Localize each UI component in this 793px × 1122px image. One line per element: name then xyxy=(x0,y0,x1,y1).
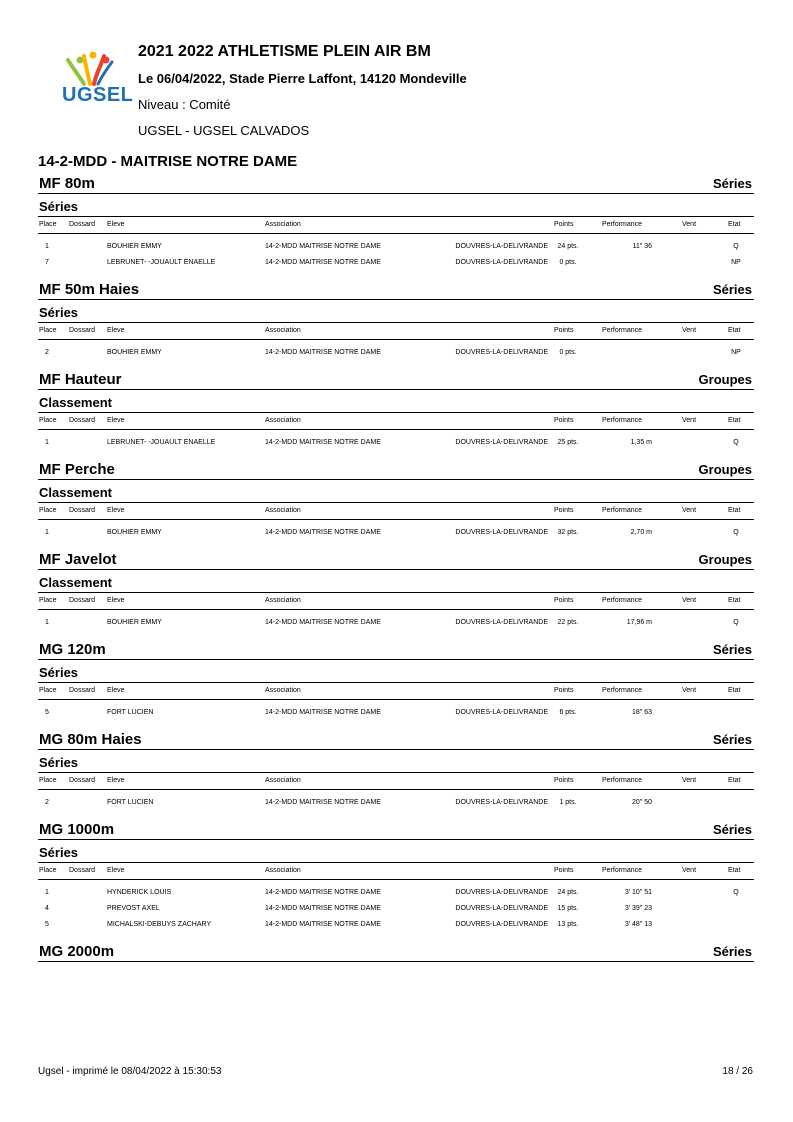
column-header-dossard: Dossard xyxy=(69,687,96,694)
column-headers xyxy=(38,593,754,610)
round-label: Séries xyxy=(39,665,79,680)
spacer xyxy=(38,451,754,459)
column-header-eleve: Eleve xyxy=(107,687,125,694)
column-header-points: Points xyxy=(554,327,574,334)
table-row xyxy=(38,917,754,933)
column-header-vent: Vent xyxy=(682,867,697,874)
event-name: MG 1000m xyxy=(39,821,115,838)
round-label: Séries xyxy=(39,305,79,320)
cell-points: 24 pts. xyxy=(557,243,579,250)
cell-place: 1 xyxy=(45,439,49,446)
column-header-etat: Etat xyxy=(728,221,741,228)
column-header-dossard: Dossard xyxy=(69,597,96,604)
spacer xyxy=(38,721,754,729)
round-label: Séries xyxy=(39,845,79,860)
column-header-place: Place xyxy=(39,327,57,334)
event-section xyxy=(38,173,754,279)
column-header-performance: Performance xyxy=(602,221,643,228)
cell-city: DOUVRES-LA-DELIVRANDE xyxy=(455,709,548,716)
cell-points: 6 pts. xyxy=(559,709,577,716)
column-header-points: Points xyxy=(554,221,574,228)
cell-place: 2 xyxy=(45,349,49,356)
cell-place: 5 xyxy=(45,709,49,716)
spacer xyxy=(38,541,754,549)
event-section xyxy=(38,549,754,639)
cell-city: DOUVRES-LA-DELIVRANDE xyxy=(455,349,548,356)
round-header xyxy=(38,480,754,503)
cell-association: 14-2-MDD MAITRISE NOTRE DAME xyxy=(265,439,381,446)
cell-performance: 2,70 m xyxy=(630,529,652,536)
cell-association: 14-2-MDD MAITRISE NOTRE DAME xyxy=(265,799,381,806)
column-header-place: Place xyxy=(39,507,57,514)
round-label: Classement xyxy=(39,395,112,410)
cell-etat: Q xyxy=(733,243,739,250)
column-header-vent: Vent xyxy=(682,327,697,334)
club-name: 14-2-MDD - MAITRISE NOTRE DAME xyxy=(38,153,298,170)
cell-eleve: PREVOST AXEL xyxy=(107,905,160,912)
column-header-performance: Performance xyxy=(602,327,643,334)
column-header-place: Place xyxy=(39,597,57,604)
spacer xyxy=(38,271,754,279)
cell-performance: 1,35 m xyxy=(630,439,652,446)
column-header-performance: Performance xyxy=(602,417,643,424)
column-header-association: Association xyxy=(265,687,301,694)
event-name: MG 80m Haies xyxy=(39,731,142,748)
event-section xyxy=(38,941,754,962)
organization: UGSEL - UGSEL CALVADOS xyxy=(138,123,310,138)
column-header-vent: Vent xyxy=(682,597,697,604)
event-type: Séries xyxy=(712,176,752,191)
round-header xyxy=(38,570,754,593)
column-headers xyxy=(38,413,754,430)
column-header-etat: Etat xyxy=(728,327,741,334)
cell-place: 1 xyxy=(45,529,49,536)
event-header xyxy=(38,173,754,194)
spacer xyxy=(38,361,754,369)
event-type: Séries xyxy=(712,822,752,837)
event-header xyxy=(38,369,754,390)
column-header-etat: Etat xyxy=(728,777,741,784)
event-type: Groupes xyxy=(698,462,752,477)
event-section xyxy=(38,279,754,369)
event-type: Séries xyxy=(712,642,752,657)
cell-eleve: MICHALSKI-DEBUYS ZACHARY xyxy=(107,921,212,928)
column-header-place: Place xyxy=(39,417,57,424)
cell-performance: 3' 10" 51 xyxy=(624,889,652,896)
column-header-dossard: Dossard xyxy=(69,221,96,228)
cell-performance: 3' 48" 13 xyxy=(624,921,652,928)
column-header-dossard: Dossard xyxy=(69,867,96,874)
event-section xyxy=(38,369,754,459)
column-header-eleve: Eleve xyxy=(107,507,125,514)
event-section xyxy=(38,459,754,549)
column-headers xyxy=(38,217,754,234)
cell-place: 2 xyxy=(45,799,49,806)
column-header-eleve: Eleve xyxy=(107,221,125,228)
column-header-eleve: Eleve xyxy=(107,777,125,784)
column-header-association: Association xyxy=(265,327,301,334)
cell-city: DOUVRES-LA-DELIVRANDE xyxy=(455,529,548,536)
cell-place: 5 xyxy=(45,921,49,928)
event-header xyxy=(38,729,754,750)
round-header xyxy=(38,300,754,323)
round-label: Classement xyxy=(39,485,112,500)
cell-points: 0 pts. xyxy=(559,259,577,266)
event-date-location: Le 06/04/2022, Stade Pierre Laffont, 14120 Mondeville xyxy=(138,71,467,86)
column-header-performance: Performance xyxy=(602,687,643,694)
cell-eleve: FORT LUCIEN xyxy=(107,709,154,716)
table-row xyxy=(38,525,754,541)
cell-eleve: BOUHIER EMMY xyxy=(107,349,162,356)
column-header-performance: Performance xyxy=(602,507,643,514)
event-section xyxy=(38,729,754,819)
column-header-etat: Etat xyxy=(728,597,741,604)
ugsel-logo xyxy=(58,48,134,108)
event-name: MG 2000m xyxy=(39,943,115,960)
cell-performance: 3' 39" 23 xyxy=(624,905,652,912)
cell-performance: 17,96 m xyxy=(626,619,652,626)
column-header-performance: Performance xyxy=(602,597,643,604)
event-name: MF 50m Haies xyxy=(39,281,140,298)
column-header-vent: Vent xyxy=(682,417,697,424)
cell-eleve: BOUHIER EMMY xyxy=(107,243,162,250)
column-headers xyxy=(38,323,754,340)
cell-association: 14-2-MDD MAITRISE NOTRE DAME xyxy=(265,243,381,250)
cell-city: DOUVRES-LA-DELIVRANDE xyxy=(455,243,548,250)
cell-performance: 18" 63 xyxy=(631,709,652,716)
round-header xyxy=(38,390,754,413)
cell-association: 14-2-MDD MAITRISE NOTRE DAME xyxy=(265,259,381,266)
cell-points: 1 pts. xyxy=(559,799,577,806)
logo-text: UGSEL xyxy=(62,84,134,106)
event-header xyxy=(38,941,754,962)
cell-association: 14-2-MDD MAITRISE NOTRE DAME xyxy=(265,921,381,928)
round-header xyxy=(38,840,754,863)
table-row xyxy=(38,615,754,631)
column-header-association: Association xyxy=(265,507,301,514)
cell-etat: NP xyxy=(731,349,741,356)
event-name: MF 80m xyxy=(39,175,95,192)
cell-association: 14-2-MDD MAITRISE NOTRE DAME xyxy=(265,709,381,716)
event-type: Groupes xyxy=(698,372,752,387)
table-row xyxy=(38,795,754,811)
results-sections xyxy=(38,173,754,962)
print-timestamp: Ugsel - imprimé le 08/04/2022 à 15:30:53 xyxy=(38,1066,222,1077)
spacer xyxy=(38,933,754,941)
cell-place: 4 xyxy=(45,905,49,912)
column-header-etat: Etat xyxy=(728,687,741,694)
cell-points: 22 pts. xyxy=(557,619,579,626)
event-type: Séries xyxy=(712,732,752,747)
document-title: 2021 2022 ATHLETISME PLEIN AIR BM xyxy=(138,43,431,60)
event-type: Séries xyxy=(712,282,752,297)
event-header xyxy=(38,549,754,570)
cell-association: 14-2-MDD MAITRISE NOTRE DAME xyxy=(265,889,381,896)
column-header-vent: Vent xyxy=(682,687,697,694)
column-header-association: Association xyxy=(265,597,301,604)
cell-etat: Q xyxy=(733,439,739,446)
event-header xyxy=(38,639,754,660)
page-number: 18 / 26 xyxy=(722,1066,753,1077)
event-type: Groupes xyxy=(698,552,752,567)
event-name: MG 120m xyxy=(39,641,106,658)
cell-points: 13 pts. xyxy=(557,921,579,928)
column-header-association: Association xyxy=(265,867,301,874)
column-header-place: Place xyxy=(39,687,57,694)
column-headers xyxy=(38,683,754,700)
column-header-vent: Vent xyxy=(682,777,697,784)
cell-eleve: BOUHIER EMMY xyxy=(107,619,162,626)
cell-city: DOUVRES-LA-DELIVRANDE xyxy=(455,799,548,806)
column-header-place: Place xyxy=(39,867,57,874)
column-header-points: Points xyxy=(554,777,574,784)
cell-points: 25 pts. xyxy=(557,439,579,446)
column-header-etat: Etat xyxy=(728,417,741,424)
cell-place: 7 xyxy=(45,259,49,266)
round-label: Classement xyxy=(39,575,112,590)
round-header xyxy=(38,750,754,773)
column-header-dossard: Dossard xyxy=(69,327,96,334)
cell-etat: Q xyxy=(733,889,739,896)
table-row xyxy=(38,345,754,361)
event-header xyxy=(38,819,754,840)
column-header-points: Points xyxy=(554,867,574,874)
column-headers xyxy=(38,773,754,790)
column-header-points: Points xyxy=(554,417,574,424)
column-header-association: Association xyxy=(265,777,301,784)
cell-performance: 11" 36 xyxy=(632,243,652,250)
cell-city: DOUVRES-LA-DELIVRANDE xyxy=(455,439,548,446)
event-name: MF Javelot xyxy=(39,551,117,568)
table-row xyxy=(38,705,754,721)
cell-city: DOUVRES-LA-DELIVRANDE xyxy=(455,921,548,928)
cell-etat: NP xyxy=(731,259,741,266)
table-row xyxy=(38,239,754,255)
cell-place: 1 xyxy=(45,889,49,896)
column-header-vent: Vent xyxy=(682,507,697,514)
column-header-etat: Etat xyxy=(728,507,741,514)
spacer xyxy=(38,631,754,639)
column-header-eleve: Eleve xyxy=(107,867,125,874)
column-header-place: Place xyxy=(39,221,57,228)
round-header xyxy=(38,660,754,683)
cell-association: 14-2-MDD MAITRISE NOTRE DAME xyxy=(265,349,381,356)
cell-etat: Q xyxy=(733,619,739,626)
cell-association: 14-2-MDD MAITRISE NOTRE DAME xyxy=(265,905,381,912)
column-headers xyxy=(38,863,754,880)
cell-points: 32 pts. xyxy=(557,529,579,536)
cell-city: DOUVRES-LA-DELIVRANDE xyxy=(455,619,548,626)
column-header-association: Association xyxy=(265,417,301,424)
event-header xyxy=(38,279,754,300)
column-header-eleve: Eleve xyxy=(107,597,125,604)
table-row xyxy=(38,885,754,901)
table-row xyxy=(38,255,754,271)
event-header xyxy=(38,459,754,480)
column-header-performance: Performance xyxy=(602,777,643,784)
column-header-eleve: Eleve xyxy=(107,327,125,334)
table-row xyxy=(38,435,754,451)
column-header-points: Points xyxy=(554,507,574,514)
column-header-etat: Etat xyxy=(728,867,741,874)
column-header-points: Points xyxy=(554,687,574,694)
event-type: Séries xyxy=(712,944,752,959)
cell-eleve: LEBRUNET- -JOUAULT ENAELLE xyxy=(107,259,216,266)
cell-eleve: FORT LUCIEN xyxy=(107,799,154,806)
cell-city: DOUVRES-LA-DELIVRANDE xyxy=(455,259,548,266)
cell-association: 14-2-MDD MAITRISE NOTRE DAME xyxy=(265,619,381,626)
table-row xyxy=(38,901,754,917)
cell-points: 24 pts. xyxy=(557,889,579,896)
cell-city: DOUVRES-LA-DELIVRANDE xyxy=(455,889,548,896)
column-header-association: Association xyxy=(265,221,301,228)
column-headers xyxy=(38,503,754,520)
column-header-place: Place xyxy=(39,777,57,784)
round-header xyxy=(38,194,754,217)
cell-points: 15 pts. xyxy=(557,905,579,912)
round-label: Séries xyxy=(39,199,79,214)
column-header-dossard: Dossard xyxy=(69,777,96,784)
column-header-eleve: Eleve xyxy=(107,417,125,424)
cell-eleve: LEBRUNET- -JOUAULT ENAELLE xyxy=(107,439,216,446)
spacer xyxy=(38,811,754,819)
cell-place: 1 xyxy=(45,243,49,250)
column-header-dossard: Dossard xyxy=(69,417,96,424)
cell-points: 0 pts. xyxy=(559,349,577,356)
cell-association: 14-2-MDD MAITRISE NOTRE DAME xyxy=(265,529,381,536)
column-header-performance: Performance xyxy=(602,867,643,874)
competition-level: Niveau : Comité xyxy=(138,97,231,112)
column-header-vent: Vent xyxy=(682,221,697,228)
cell-place: 1 xyxy=(45,619,49,626)
cell-city: DOUVRES-LA-DELIVRANDE xyxy=(455,905,548,912)
event-section xyxy=(38,819,754,941)
column-header-points: Points xyxy=(554,597,574,604)
cell-eleve: BOUHIER EMMY xyxy=(107,529,162,536)
column-header-dossard: Dossard xyxy=(69,507,96,514)
cell-eleve: HYNDERICK LOUIS xyxy=(107,889,172,896)
event-name: MF Perche xyxy=(39,461,115,478)
round-label: Séries xyxy=(39,755,79,770)
cell-performance: 20" 50 xyxy=(631,799,652,806)
event-section xyxy=(38,639,754,729)
cell-etat: Q xyxy=(733,529,739,536)
event-name: MF Hauteur xyxy=(39,371,122,388)
